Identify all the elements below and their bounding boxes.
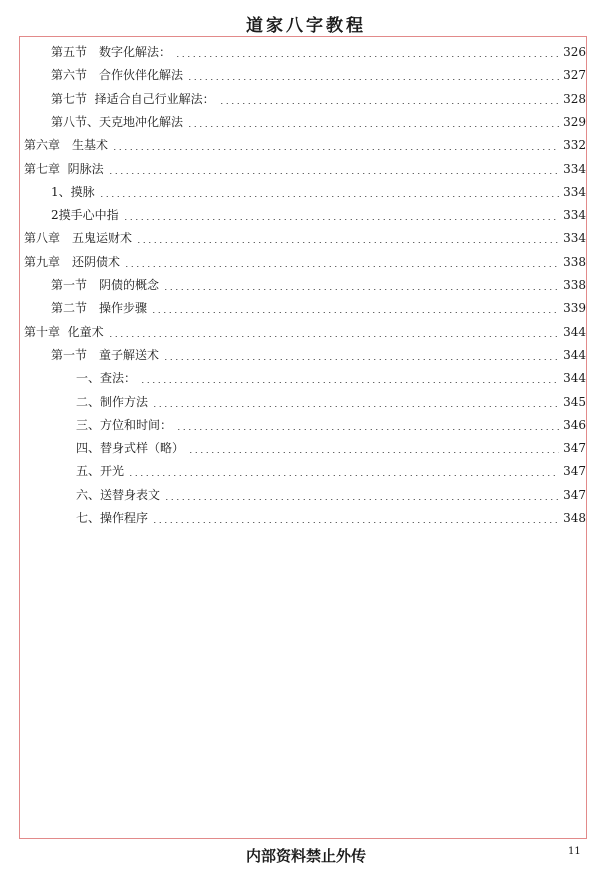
toc-dot-leader bbox=[99, 196, 559, 197]
toc-entry-page: 338 bbox=[563, 278, 586, 292]
toc-entry-label: 四、替身式样（略） bbox=[76, 441, 185, 456]
toc-entry-label: 七、操作程序 bbox=[76, 511, 149, 525]
toc-entry-label: 第五节 数字化解法： bbox=[51, 45, 172, 59]
toc-dot-leader bbox=[164, 499, 559, 500]
footer-confidential-notice: 内部资料禁止外传 bbox=[245, 847, 366, 865]
toc-entry-label: 第六节 合作伙伴化解法 bbox=[51, 68, 184, 83]
toc-entry bbox=[24, 178, 586, 200]
toc-entry-page: 338 bbox=[563, 254, 586, 269]
page-number: 11 bbox=[568, 846, 581, 857]
toc-entry-label: 第一节 阴债的概念 bbox=[51, 278, 160, 292]
toc-entry-page: 329 bbox=[563, 114, 586, 129]
toc-entry-label: 第十章 化童术 bbox=[24, 324, 104, 339]
toc-entry bbox=[24, 294, 586, 316]
toc-dot-leader bbox=[175, 56, 559, 57]
toc-dot-leader bbox=[124, 266, 559, 267]
toc-dot-leader bbox=[140, 382, 559, 383]
toc-entry-label: 第九章 还阴债术 bbox=[24, 254, 121, 269]
toc-entry-page: 334 bbox=[563, 161, 586, 176]
toc-entry-page: 346 bbox=[563, 417, 586, 432]
toc-dot-leader bbox=[123, 219, 559, 220]
document-header-title: 道家八字教程 bbox=[246, 16, 366, 36]
toc-entry-label: 第七章 阴脉法 bbox=[24, 161, 104, 176]
toc-entry-label: 第八章 五鬼运财术 bbox=[24, 231, 133, 246]
toc-entry-page: 326 bbox=[563, 45, 586, 59]
toc-dot-leader bbox=[176, 429, 559, 430]
toc-entry-label: 第六章 生基术 bbox=[24, 138, 109, 153]
toc-dot-leader bbox=[187, 79, 559, 80]
toc-dot-leader bbox=[163, 289, 559, 290]
toc-entry-label: 第八节、天克地冲化解法 bbox=[51, 114, 184, 129]
toc-dot-leader bbox=[136, 242, 559, 243]
toc-entry bbox=[24, 131, 586, 153]
toc-entry-page: 344 bbox=[563, 347, 586, 362]
toc-entry bbox=[24, 38, 586, 60]
toc-entry bbox=[24, 248, 586, 270]
toc-entry-page: 339 bbox=[563, 301, 586, 316]
toc-entry bbox=[24, 108, 586, 130]
toc-entry bbox=[24, 271, 586, 293]
toc-dot-leader bbox=[128, 475, 559, 476]
toc-entry-page: 344 bbox=[563, 371, 586, 386]
toc-entry-label: 六、送替身表文 bbox=[76, 487, 161, 502]
toc-entry-label: 三、方位和时间： bbox=[76, 417, 173, 432]
toc-entry bbox=[24, 364, 586, 386]
toc-entry-label: 1、摸脉 bbox=[51, 184, 95, 199]
toc-dot-leader bbox=[151, 312, 559, 313]
toc-entry-page: 334 bbox=[563, 208, 586, 223]
toc-entry bbox=[24, 61, 586, 83]
toc-entry bbox=[24, 481, 586, 503]
toc-entry bbox=[24, 85, 586, 107]
toc-entry-page: 332 bbox=[563, 138, 586, 153]
toc-entry-page: 334 bbox=[563, 184, 586, 199]
toc-dot-leader bbox=[187, 126, 559, 127]
toc-entry-page: 327 bbox=[563, 68, 586, 83]
toc-entry-label: 二、制作方法 bbox=[76, 394, 149, 409]
toc-entry bbox=[24, 434, 586, 456]
toc-dot-leader bbox=[188, 452, 559, 453]
toc-dot-leader bbox=[219, 103, 559, 104]
toc-entry-page: 348 bbox=[563, 511, 586, 525]
toc-entry-label: 2摸手心中指 bbox=[51, 208, 119, 223]
toc-entry-page: 334 bbox=[563, 231, 586, 246]
toc-entry-label: 第二节 操作步骤 bbox=[51, 301, 148, 316]
toc-entry bbox=[24, 155, 586, 177]
toc-dot-leader bbox=[163, 359, 559, 360]
toc-entry bbox=[24, 388, 586, 410]
toc-dot-leader bbox=[112, 149, 559, 150]
toc-entry bbox=[24, 411, 586, 433]
toc-entry bbox=[24, 318, 586, 340]
toc-entry-page: 344 bbox=[563, 324, 586, 339]
toc-entry bbox=[24, 504, 586, 526]
toc-dot-leader bbox=[108, 173, 559, 174]
toc-dot-leader bbox=[108, 336, 559, 337]
toc-entry bbox=[24, 457, 586, 479]
toc-entry bbox=[24, 341, 586, 363]
toc-entry-page: 347 bbox=[563, 464, 586, 479]
toc-entry-page: 347 bbox=[563, 487, 586, 502]
toc-entry bbox=[24, 201, 586, 223]
toc-entry-label: 五、开光 bbox=[76, 464, 125, 479]
toc-entry bbox=[24, 224, 586, 246]
toc-entry-label: 第七节 择适合自己行业解法： bbox=[51, 91, 215, 106]
toc-dot-leader bbox=[152, 522, 559, 523]
toc-entry-label: 一、查法： bbox=[76, 371, 137, 386]
toc-entry-label: 第一节 童子解送术 bbox=[51, 347, 160, 362]
toc-entry-page: 328 bbox=[563, 91, 586, 106]
toc-dot-leader bbox=[152, 406, 559, 407]
toc-entry-page: 345 bbox=[563, 394, 586, 409]
toc-entry-page: 347 bbox=[563, 441, 586, 456]
